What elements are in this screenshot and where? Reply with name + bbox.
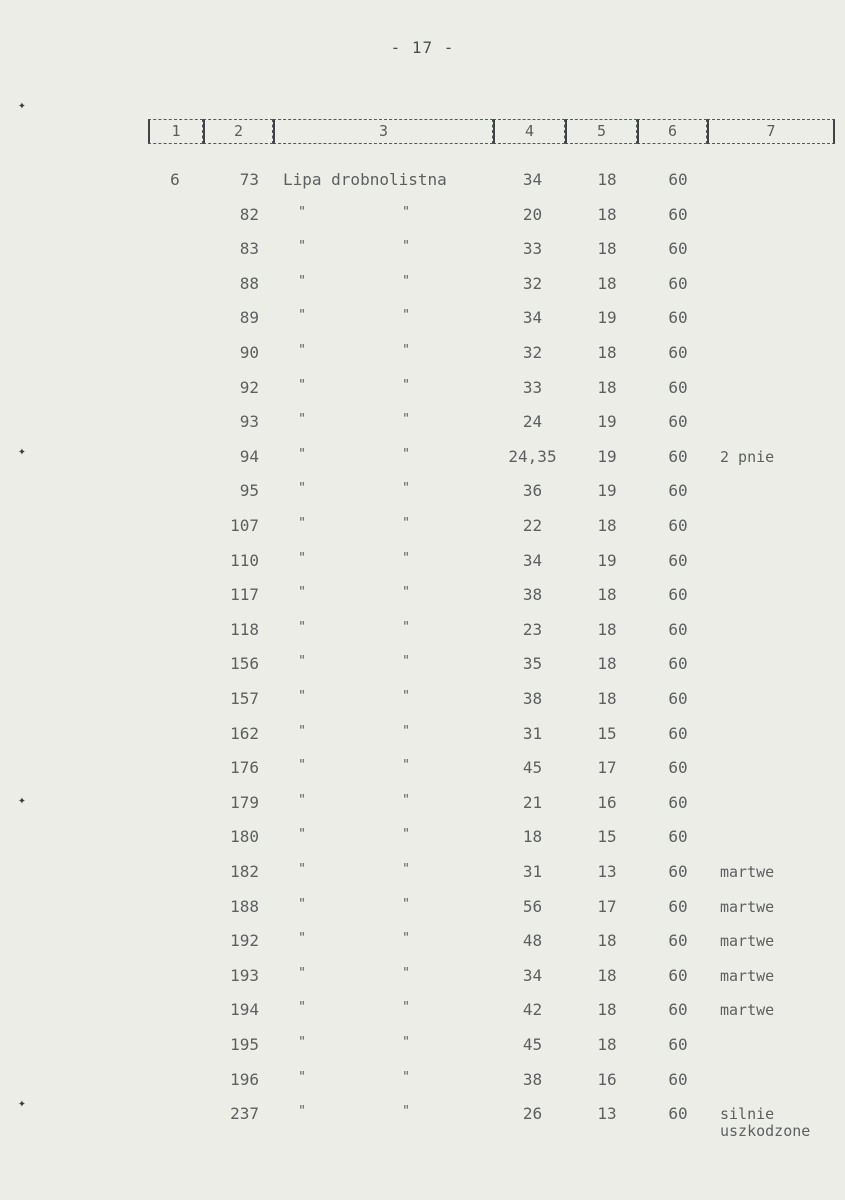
cell-col6: 60: [668, 170, 688, 189]
cell-tree-number: 118: [230, 619, 259, 639]
cell-tree-number: 73: [239, 170, 259, 189]
ditto-mark: ": [402, 1104, 410, 1120]
cell-col4: 32: [522, 343, 543, 362]
ditto-mark: ": [402, 412, 410, 428]
cell-col5: 18: [597, 689, 617, 708]
ditto-mark: ": [298, 308, 306, 324]
page-number: - 17 -: [390, 38, 455, 57]
ditto-mark: ": [402, 758, 410, 774]
cell-tree-number: 94: [239, 446, 259, 466]
cell-remark: martwe: [720, 1001, 775, 1020]
cell-col6: 60: [668, 308, 688, 328]
cell-col5: 16: [597, 792, 617, 812]
ditto-mark: ": [298, 758, 306, 774]
cell-col6: 60: [668, 481, 688, 501]
cell-col5: 17: [597, 896, 617, 916]
ditto-mark: ": [298, 1000, 306, 1016]
ditto-mark: ": [298, 343, 306, 358]
header-col-2: 2: [203, 119, 273, 144]
ditto-mark: ": [402, 931, 410, 947]
margin-mark: ✦: [18, 98, 26, 113]
ditto-mark: ": [298, 689, 306, 704]
ditto-mark: ": [298, 1069, 306, 1085]
cell-tree-number: 176: [230, 758, 259, 778]
ditto-mark: ": [298, 412, 306, 428]
cell-tree-number: 196: [230, 1069, 259, 1089]
cell-col6: 60: [668, 377, 688, 397]
ditto-mark: ": [298, 273, 306, 289]
cell-col4: 31: [522, 862, 543, 881]
cell-col5: 17: [597, 758, 617, 778]
cell-col4: 45: [522, 1035, 543, 1054]
cell-col4: 38: [522, 689, 543, 708]
margin-mark: ✦: [18, 1096, 26, 1111]
cell-col5: 19: [597, 446, 617, 466]
cell-col4: 24,35: [508, 446, 557, 466]
cell-col4: 26: [522, 1104, 543, 1124]
cell-tree-number: 89: [239, 308, 259, 328]
cell-col1: 6: [170, 170, 180, 189]
ditto-mark: ": [402, 308, 410, 324]
margin-mark: ✦: [18, 793, 26, 808]
ditto-mark: ": [298, 204, 306, 220]
cell-col4: 56: [522, 896, 543, 916]
cell-col6: 60: [668, 516, 688, 535]
cell-tree-number: 162: [230, 723, 259, 743]
cell-tree-number: 110: [230, 550, 259, 570]
cell-col5: 13: [597, 1104, 617, 1124]
cell-col6: 60: [668, 446, 688, 466]
cell-col6: 60: [668, 758, 688, 778]
ditto-mark: ": [402, 239, 410, 255]
ditto-mark: ": [402, 446, 410, 462]
cell-tree-number: 157: [230, 689, 259, 708]
cell-col4: 34: [522, 308, 543, 328]
margin-mark: ✦: [18, 444, 26, 459]
cell-remark: 2 pnie: [720, 447, 775, 466]
cell-col6: 60: [668, 1000, 688, 1020]
cell-tree-number: 95: [239, 481, 259, 501]
header-col-3: 3: [273, 119, 493, 144]
ditto-mark: ": [298, 827, 306, 843]
cell-col6: 60: [668, 239, 688, 259]
ditto-mark: ": [402, 689, 410, 704]
ditto-mark: ": [402, 619, 410, 635]
cell-col4: 34: [522, 170, 543, 189]
cell-col6: 60: [668, 1069, 688, 1089]
cell-remark: martwe: [720, 897, 775, 916]
cell-col6: 60: [668, 204, 688, 224]
ditto-mark: ": [298, 792, 306, 808]
cell-tree-number: 93: [239, 412, 259, 432]
header-col-4: 4: [493, 119, 565, 144]
cell-col4: 18: [522, 827, 543, 847]
ditto-mark: ": [298, 516, 306, 531]
cell-tree-number: 194: [230, 1000, 259, 1020]
header-col-6: 6: [637, 119, 707, 144]
ditto-mark: ": [402, 965, 410, 981]
cell-col4: 48: [522, 931, 543, 951]
cell-remark: martwe: [720, 932, 775, 951]
cell-col6: 60: [668, 412, 688, 432]
cell-col4: 34: [522, 965, 543, 985]
cell-tree-number: 88: [239, 273, 259, 293]
ditto-mark: ": [298, 1035, 306, 1050]
cell-col6: 60: [668, 1035, 688, 1054]
cell-col4: 23: [522, 619, 543, 639]
cell-tree-number: 192: [230, 931, 259, 951]
cell-col5: 18: [597, 273, 617, 293]
cell-remark: silnie uszkodzone: [720, 1105, 811, 1141]
cell-col4: 33: [522, 377, 543, 397]
cell-col5: 18: [597, 239, 617, 259]
cell-col4: 38: [522, 1069, 543, 1089]
cell-col5: 18: [597, 343, 617, 362]
cell-tree-number: 193: [230, 965, 259, 985]
cell-col6: 60: [668, 965, 688, 985]
cell-col5: 19: [597, 550, 617, 570]
cell-col4: 22: [522, 516, 543, 535]
cell-col6: 60: [668, 550, 688, 570]
cell-tree-number: 156: [230, 654, 259, 674]
ditto-mark: ": [402, 204, 410, 220]
cell-remark: martwe: [720, 966, 775, 985]
cell-col5: 18: [597, 654, 617, 674]
cell-col5: 18: [597, 516, 617, 535]
ditto-mark: ": [402, 377, 410, 393]
ditto-mark: ": [402, 343, 410, 358]
cell-tree-number: 82: [239, 204, 259, 224]
cell-col4: 34: [522, 550, 543, 570]
ditto-mark: ": [298, 550, 306, 566]
cell-tree-number: 92: [239, 377, 259, 397]
cell-col6: 60: [668, 827, 688, 847]
cell-col4: 42: [522, 1000, 543, 1020]
cell-col6: 60: [668, 343, 688, 362]
cell-col5: 18: [597, 585, 617, 605]
cell-col5: 13: [597, 862, 617, 881]
cell-col6: 60: [668, 689, 688, 708]
ditto-mark: ": [298, 931, 306, 947]
cell-col5: 18: [597, 931, 617, 951]
ditto-mark: ": [298, 481, 306, 497]
ditto-mark: ": [298, 619, 306, 635]
cell-col6: 60: [668, 931, 688, 951]
cell-tree-number: 90: [239, 343, 259, 362]
cell-col5: 18: [597, 619, 617, 639]
ditto-mark: ": [402, 273, 410, 289]
cell-tree-number: 107: [230, 516, 259, 535]
ditto-mark: ": [298, 965, 306, 981]
header-col-5: 5: [565, 119, 637, 144]
cell-col4: 31: [522, 723, 543, 743]
ditto-mark: ": [402, 723, 410, 739]
cell-col5: 16: [597, 1069, 617, 1089]
cell-col4: 35: [522, 654, 543, 674]
cell-tree-number: 83: [239, 239, 259, 259]
cell-col5: 18: [597, 965, 617, 985]
cell-col5: 19: [597, 481, 617, 501]
cell-tree-number: 180: [230, 827, 259, 847]
header-col-7: 7: [707, 119, 835, 144]
header-col-1: 1: [148, 119, 203, 144]
cell-tree-number: 117: [230, 585, 259, 605]
ditto-mark: ": [402, 550, 410, 566]
cell-col4: 21: [522, 792, 543, 812]
ditto-mark: ": [298, 239, 306, 255]
cell-col4: 38: [522, 585, 543, 605]
cell-tree-number: 195: [230, 1035, 259, 1054]
cell-col5: 15: [597, 723, 617, 743]
ditto-mark: ": [402, 896, 410, 912]
ditto-mark: ": [298, 1104, 306, 1120]
cell-col4: 24: [522, 412, 543, 432]
ditto-mark: ": [298, 377, 306, 393]
cell-tree-number: 188: [230, 896, 259, 916]
cell-col5: 18: [597, 1000, 617, 1020]
ditto-mark: ": [298, 585, 306, 601]
ditto-mark: ": [298, 723, 306, 739]
cell-col6: 60: [668, 723, 688, 743]
ditto-mark: ": [402, 862, 410, 877]
cell-col5: 18: [597, 377, 617, 397]
cell-col5: 18: [597, 204, 617, 224]
cell-col6: 60: [668, 792, 688, 812]
ditto-mark: ": [298, 862, 306, 877]
ditto-mark: ": [298, 896, 306, 912]
cell-remark: martwe: [720, 863, 775, 881]
cell-col4: 20: [522, 204, 543, 224]
cell-col6: 60: [668, 896, 688, 916]
cell-col6: 60: [668, 619, 688, 639]
ditto-mark: ": [402, 516, 410, 531]
ditto-mark: ": [402, 1000, 410, 1016]
cell-tree-number: 237: [230, 1104, 259, 1124]
cell-col5: 19: [597, 412, 617, 432]
ditto-mark: ": [298, 654, 306, 670]
ditto-mark: ": [402, 585, 410, 601]
ditto-mark: ": [402, 654, 410, 670]
cell-col6: 60: [668, 585, 688, 605]
cell-col5: 15: [597, 827, 617, 847]
cell-tree-number: 182: [230, 862, 259, 881]
cell-col4: 32: [522, 273, 543, 293]
cell-col6: 60: [668, 273, 688, 293]
ditto-mark: ": [402, 481, 410, 497]
cell-tree-number: 179: [230, 792, 259, 812]
cell-species: Lipa drobnolistna: [283, 170, 447, 189]
ditto-mark: ": [402, 792, 410, 808]
ditto-mark: ": [298, 446, 306, 462]
cell-col6: 60: [668, 654, 688, 674]
ditto-mark: ": [402, 1069, 410, 1085]
cell-col4: 36: [522, 481, 543, 501]
cell-col5: 19: [597, 308, 617, 328]
cell-col4: 45: [522, 758, 543, 778]
ditto-mark: ": [402, 827, 410, 843]
ditto-mark: ": [402, 1035, 410, 1050]
cell-col4: 33: [522, 239, 543, 259]
cell-col5: 18: [597, 170, 617, 189]
cell-col6: 60: [668, 862, 688, 881]
cell-col6: 60: [668, 1104, 688, 1124]
cell-col5: 18: [597, 1035, 617, 1054]
